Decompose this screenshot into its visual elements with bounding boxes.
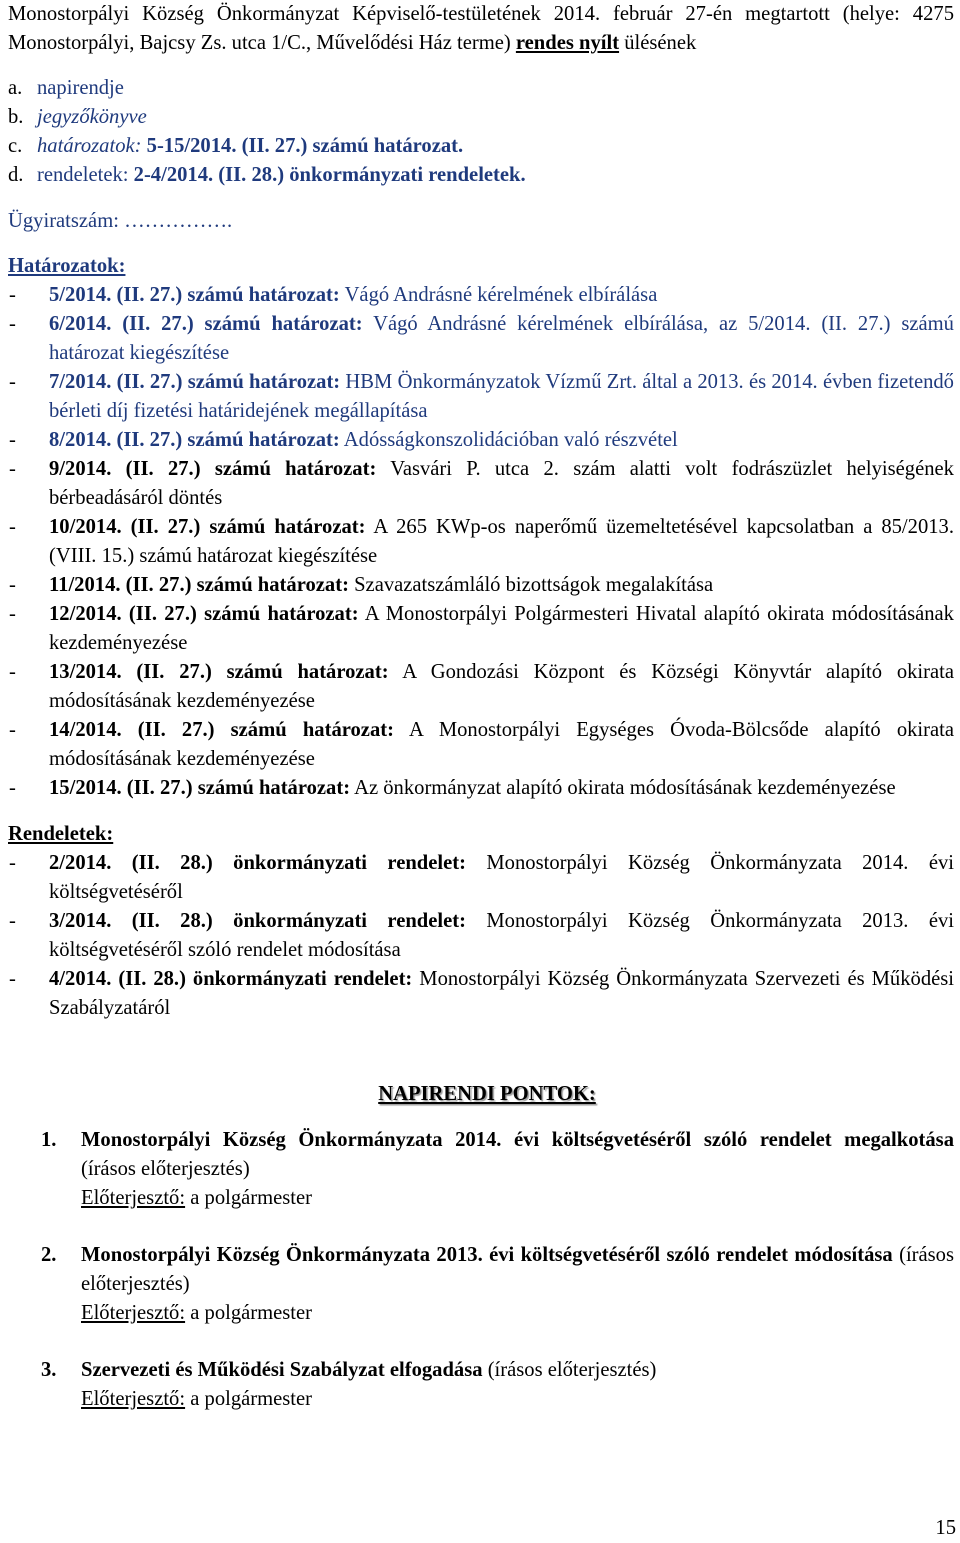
agenda-item (8, 1241, 954, 1328)
intro-paragraph (8, 0, 954, 58)
item-text: Vágó Andrásné kérelmének elbírálása (344, 284, 658, 306)
presenter-label: Előterjesztő: (81, 1388, 186, 1410)
contents-list (8, 74, 954, 190)
item-text: napirendje (37, 77, 124, 99)
agenda-item (8, 1356, 954, 1414)
list-item: - 11/2014. (II. 27.) számú határozat: Szavazatszámláló bizottságok megalakítása (9, 574, 714, 596)
list-item: - 9/2014. (II. 27.) számú határozat: Vasvári P. utca 2. szám alatti volt fodrászüzlet helyiségének bérbeadásáról döntés (9, 458, 954, 509)
presenter-label: Előterjesztő: (81, 1302, 186, 1324)
resolutions-heading: Határozatok: (8, 255, 126, 277)
list-item: - 2/2014. (II. 28.) önkormányzati rendelet: Monostorpályi Község Önkormányzata 2014. évi költségvetéséről (9, 852, 954, 903)
item-number: 2. (41, 1244, 57, 1266)
list-item: - 8/2014. (II. 27.) számú határozat: Adósságkonszolidációban való részvétel (9, 429, 678, 451)
item-number: 1. (41, 1129, 57, 1151)
list-item: - 10/2014. (II. 27.) számú határozat: A 265 KWp-os naperőmű üzemeltetésével kapcsolatban a 85/2013. (VIII. 15.) számú határozat kiegészítése (9, 516, 954, 567)
item-text: jegyzőkönyve (37, 106, 147, 128)
item-text: Az önkormányzat alapító okirata módosításának kezdeményezése (354, 777, 896, 799)
list-item: - 7/2014. (II. 27.) számú határozat: HBM Önkormányzatok Vízmű Zrt. által a 2013. és 2014. évben fizetendő bérleti díj fizetési határidejének megállapítása (9, 371, 954, 422)
item-note: (írásos előterjesztés) (81, 1158, 250, 1180)
intro-text: Monostorpályi Község Önkormányzat Képviselő-testületének 2014. február 27-én megtartott (helye: 4275 Monostorpályi, Bajcsy Zs. utca 1/C., Művelődési Ház terme) (8, 3, 954, 54)
case-number: Ügyiratszám: ……………. (8, 210, 233, 232)
item-number: 3. (41, 1359, 57, 1381)
item-text: A Monostorpályi Egységes Óvoda-Bölcsőde alapító okirata módosításának kezdeményezése (49, 719, 954, 770)
item-ref: 9/2014. (II. 27.) számú határozat: (49, 458, 377, 480)
item-text: Vasvári P. utca 2. szám alatti volt fodrászüzlet helyiségének bérbeadásáról döntés (49, 458, 954, 509)
intro-tail: ülésének (624, 32, 697, 54)
item-ref: 10/2014. (II. 27.) számú határozat: (49, 516, 366, 538)
resolutions-list (8, 281, 954, 803)
item-text: A 265 KWp-os naperőmű üzemeltetésével kapcsolatban a 85/2013. (VIII. 15.) számú határozat kiegészítése (49, 516, 954, 567)
item-letter: d. (8, 164, 24, 186)
list-item: - 15/2014. (II. 27.) számú határozat: Az önkormányzat alapító okirata módosításának kezdeményezése (9, 777, 896, 799)
item-ref: 14/2014. (II. 27.) számú határozat: (49, 719, 394, 741)
list-item (8, 161, 954, 190)
item-ref: 11/2014. (II. 27.) számú határozat: (49, 574, 349, 596)
item-text: Monostorpályi Község Önkormányzata Szervezeti és Működési Szabályzatáról (49, 968, 954, 1019)
item-text: Vágó Andrásné kérelmének elbírálása, az 5/2014. (II. 27.) számú határozat kiegészítése (49, 313, 954, 364)
agenda-item (8, 1126, 954, 1213)
agenda-list (8, 1126, 954, 1414)
item-text: Szavazatszámláló bizottságok megalakítása (354, 574, 714, 596)
item-ref: 5/2014. (II. 27.) számú határozat: (49, 284, 340, 306)
document-page (8, 0, 954, 1442)
decrees-heading: Rendeletek: (8, 823, 114, 845)
list-item: - 3/2014. (II. 28.) önkormányzati rendelet: Monostorpályi Község Önkormányzata 2013. évi költségvetéséről szóló rendelet módosítása (9, 910, 954, 961)
item-text: A Monostorpályi Polgármesteri Hivatal alapító okirata módosításának kezdeményezése (49, 603, 954, 654)
item-note: (írásos előterjesztés) (487, 1359, 657, 1381)
intro-emphasis: rendes nyílt (515, 32, 620, 54)
list-item: - 6/2014. (II. 27.) számú határozat: Vágó Andrásné kérelmének elbírálása, az 5/2014. (II. 27.) számú határozat kiegészítése (9, 313, 954, 364)
item-letter: a. (8, 77, 23, 99)
agenda-heading: NAPIRENDI PONTOK: (378, 1083, 596, 1105)
list-item: - 5/2014. (II. 27.) számú határozat: Vágó Andrásné kérelmének elbírálása (9, 284, 658, 306)
list-item: - 4/2014. (II. 28.) önkormányzati rendelet: Monostorpályi Község Önkormányzata Szervezeti és Működési Szabályzatáról (9, 968, 954, 1019)
item-letter: c. (8, 135, 23, 157)
list-item (8, 74, 954, 103)
item-ref: 4/2014. (II. 28.) önkormányzati rendelet: (49, 968, 413, 990)
item-ref: 8/2014. (II. 27.) számú határozat: (49, 429, 340, 451)
list-item (8, 132, 954, 161)
list-item: - 12/2014. (II. 27.) számú határozat: A Monostorpályi Polgármesteri Hivatal alapító okirata módosításának kezdeményezése (9, 603, 954, 654)
item-ref: 7/2014. (II. 27.) számú határozat: (49, 371, 341, 393)
item-letter: b. (8, 106, 24, 128)
presenter: a polgármester (190, 1388, 313, 1410)
item-bold: 5-15/2014. (II. 27.) számú határozat. (146, 135, 464, 157)
list-item (8, 103, 954, 132)
item-title: Monostorpályi Község Önkormányzata 2013. évi költségvetéséről szóló rendelet módosítása (81, 1244, 893, 1266)
list-item: - 14/2014. (II. 27.) számú határozat: A Monostorpályi Egységes Óvoda-Bölcsőde alapító okirata módosításának kezdeményezése (9, 719, 954, 770)
presenter: a polgármester (190, 1187, 313, 1209)
item-text: A Gondozási Központ és Községi Könyvtár alapító okirata módosításának kezdeményezése (49, 661, 954, 712)
item-ref: 15/2014. (II. 27.) számú határozat: (49, 777, 351, 799)
item-ref: 12/2014. (II. 27.) számú határozat: (49, 603, 359, 625)
item-bold: 2-4/2014. (II. 28.) önkormányzati rendeletek. (133, 164, 526, 186)
item-text: HBM Önkormányzatok Vízmű Zrt. által a 2013. és 2014. évben fizetendő bérleti díj fizetési határidejének megállapítása (49, 371, 954, 422)
presenter: a polgármester (190, 1302, 313, 1324)
item-text: Monostorpályi Község Önkormányzata 2014. évi költségvetéséről (49, 852, 954, 903)
item-ref: 3/2014. (II. 28.) önkormányzati rendelet: (49, 910, 466, 932)
item-text: rendeletek: (37, 164, 129, 186)
item-ref: 6/2014. (II. 27.) számú határozat: (49, 313, 363, 335)
item-text: határozatok: (37, 135, 142, 157)
item-title: Monostorpályi Község Önkormányzata 2014. évi költségvetéséről szóló rendelet megalkotása (81, 1129, 954, 1151)
page-number: 15 (935, 1517, 956, 1539)
item-text: Adósságkonszolidációban való részvétel (343, 429, 678, 451)
presenter-label: Előterjesztő: (81, 1187, 186, 1209)
item-ref: 13/2014. (II. 27.) számú határozat: (49, 661, 389, 683)
item-title: Szervezeti és Működési Szabályzat elfogadása (81, 1359, 483, 1381)
item-text: Monostorpályi Község Önkormányzata 2013. évi költségvetéséről szóló rendelet módosítása (49, 910, 954, 961)
item-note: (írásos előterjesztés) (81, 1244, 954, 1295)
list-item: - 13/2014. (II. 27.) számú határozat: A Gondozási Központ és Községi Könyvtár alapító okirata módosításának kezdeményezése (9, 661, 954, 712)
item-ref: 2/2014. (II. 28.) önkormányzati rendelet: (49, 852, 466, 874)
decrees-list (8, 849, 954, 1023)
